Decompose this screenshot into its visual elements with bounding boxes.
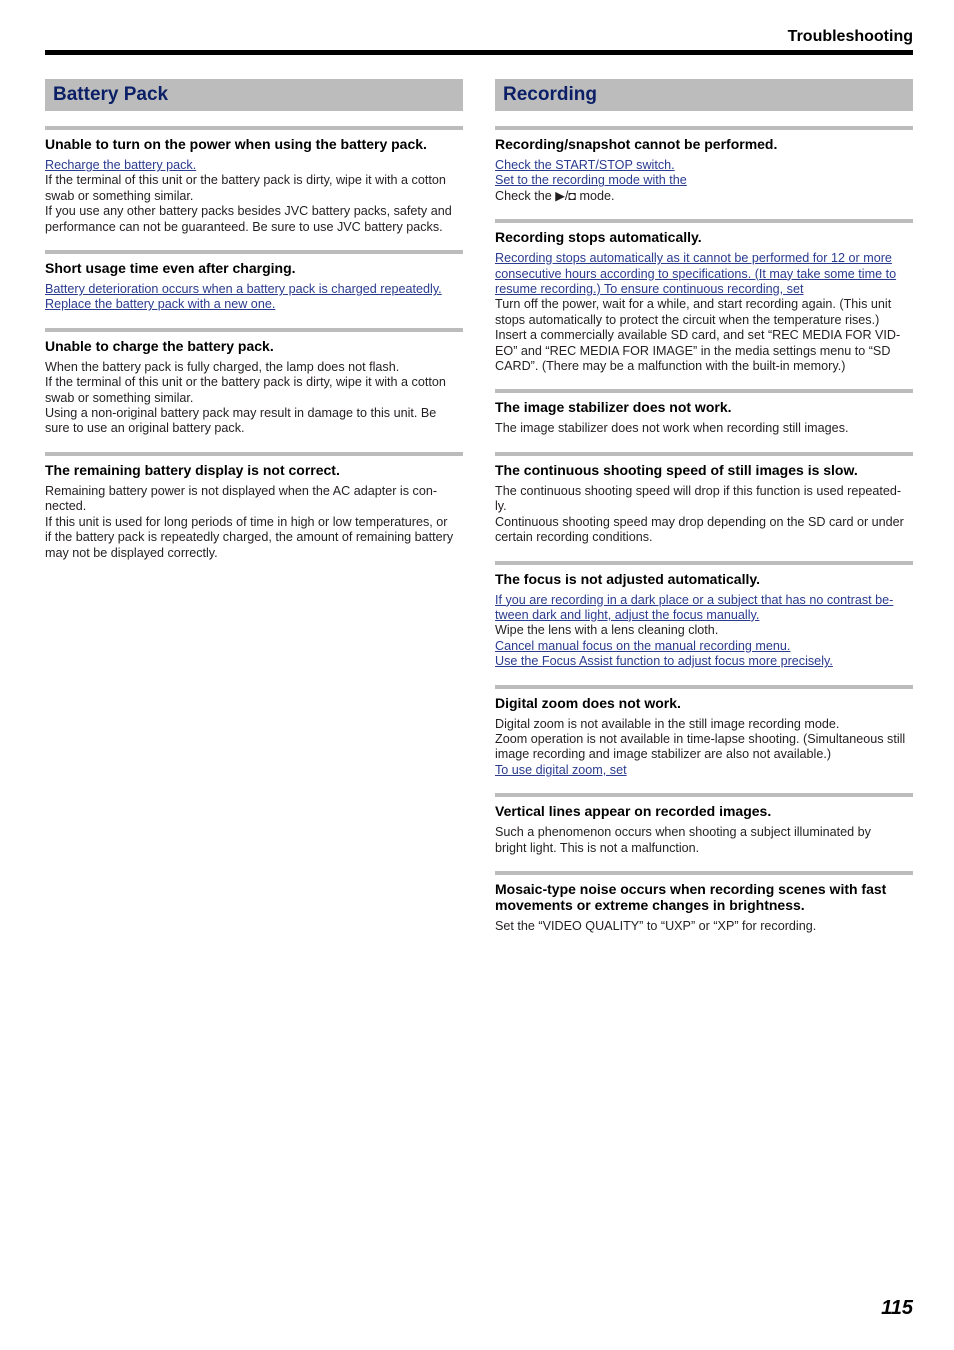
topic — [495, 126, 913, 204]
topic — [495, 452, 913, 546]
body-text-line: CARD”. (There may be a malfunction with the built-in memory.) — [495, 359, 846, 374]
body-text-line: image recording and image stabilizer are also not available.) — [495, 747, 832, 762]
body-text-line: Wipe the lens with a lens cleaning cloth. — [495, 623, 719, 638]
topic-title: Short usage time even after charging. — [45, 260, 296, 277]
reference-link[interactable]: Check the START/STOP switch. — [495, 158, 675, 172]
reference-link[interactable]: consecutive hours according to specifications. (It may take some time to — [495, 266, 897, 281]
reference-link[interactable]: tween dark and light, adjust the focus manually. — [495, 607, 760, 622]
recording-column — [495, 79, 913, 934]
reference-link[interactable]: Use the Focus Assist function to adjust focus more precisely. — [495, 654, 833, 669]
topic — [495, 685, 913, 779]
body-text-line: Turn off the power, wait for a while, and start recording again. (This unit — [495, 297, 892, 312]
body-text-line: The continuous shooting speed will drop if this function is used repeated- — [495, 483, 902, 498]
topic-title: Recording stops automatically. — [495, 229, 702, 246]
body-text-line: Continuous shooting speed may drop depending on the SD card or under — [495, 514, 904, 529]
body-text-line: certain recording conditions. — [495, 530, 653, 545]
body-text-line: Remaining battery power is not displayed when the AC adapter is con- — [45, 483, 438, 498]
reference-link[interactable]: Cancel manual focus on the manual recording menu. — [495, 638, 791, 653]
body-text-line: may not be displayed correctly. — [45, 545, 218, 560]
body-text-line: The image stabilizer does not work when recording still images. — [495, 421, 849, 436]
topic-title: Recording/snapshot cannot be performed. — [495, 136, 778, 152]
body-text-line: nected. — [45, 499, 87, 514]
topic — [45, 452, 463, 561]
topic — [495, 219, 913, 374]
topic-title: Unable to charge the battery pack. — [45, 337, 274, 354]
topic-title: The image stabilizer does not work. — [495, 399, 732, 416]
reference-link[interactable]: resume recording.) To ensure continuous recording, set — [495, 282, 804, 297]
body-text-line: If you use any other battery packs besides JVC battery packs, safety and — [45, 204, 452, 219]
recording-topics — [495, 126, 913, 934]
header-rule — [45, 50, 913, 55]
body-text-line: swab or something similar. — [45, 188, 194, 203]
topic-title: Unable to turn on the power when using the battery pack. — [45, 136, 427, 152]
topic-title: Mosaic-type noise occurs when recording scenes with fast movements or extreme changes in brightness. — [495, 880, 887, 913]
topic-title: The remaining battery display is not correct. — [45, 461, 340, 478]
topic — [45, 126, 463, 235]
topic-title: The continuous shooting speed of still images is slow. — [495, 461, 858, 478]
body-text-line: If the terminal of this unit or the battery pack is dirty, wipe it with a cotton — [45, 375, 446, 390]
running-header-title: Troubleshooting — [787, 28, 913, 45]
body-text-line: Zoom operation is not available in time-lapse shooting. (Simultaneous still — [495, 731, 906, 746]
body-text-line: Set the “VIDEO QUALITY” to “UXP” or “XP” for recording. — [495, 918, 817, 933]
topic — [495, 871, 913, 934]
body-text-line: If the terminal of this unit or the battery pack is dirty, wipe it with a cotton — [45, 173, 446, 188]
body-text-line: swab or something similar. — [45, 390, 194, 405]
topic — [495, 793, 913, 856]
reference-link[interactable]: Replace the battery pack with a new one. — [45, 297, 276, 312]
reference-link[interactable]: Battery deterioration occurs when a battery pack is charged repeatedly. — [45, 282, 442, 297]
reference-link[interactable]: Set to the recording mode with the — [495, 173, 687, 188]
body-text-line: If this unit is used for long periods of time in high or low temperatures, or — [45, 514, 448, 529]
body-text-line: sure to use an original battery pack. — [45, 421, 245, 436]
reference-link[interactable]: Recording stops automatically as it cannot be performed for 12 or more — [495, 251, 892, 266]
topic-title: Vertical lines appear on recorded images. — [495, 803, 772, 820]
topic — [45, 328, 463, 437]
topic — [495, 561, 913, 670]
body-text-line: Check the ▶/◘ mode. — [495, 188, 615, 203]
body-text-line: Insert a commercially available SD card, and set “REC MEDIA FOR VID- — [495, 328, 901, 343]
page-number: 115 — [881, 1297, 913, 1319]
body-text-line: Using a non-original battery pack may result in damage to this unit. Be — [45, 406, 437, 421]
section-heading-battery-pack: Battery Pack — [45, 79, 463, 111]
body-text-line: When the battery pack is fully charged, the lamp does not flash. — [45, 359, 400, 374]
section-heading-recording: Recording — [495, 79, 913, 111]
reference-link[interactable]: Recharge the battery pack. — [45, 158, 197, 172]
body-text-line: EO” and “REC MEDIA FOR IMAGE” in the media settings menu to “SD — [495, 343, 891, 358]
topic — [45, 250, 463, 313]
reference-link[interactable]: To use digital zoom, set — [495, 762, 627, 777]
topic-title: The focus is not adjusted automatically. — [495, 570, 761, 587]
topic-title: Digital zoom does not work. — [495, 694, 681, 711]
topic — [495, 389, 913, 436]
body-text-line: bright light. This is not a malfunction. — [495, 840, 700, 855]
body-text-line: ly. — [495, 499, 507, 514]
body-text-line: Digital zoom is not available in the still image recording mode. — [495, 716, 840, 731]
reference-link[interactable]: If you are recording in a dark place or a subject that has no contrast be- — [495, 592, 894, 607]
body-text-line: Such a phenomenon occurs when shooting a subject illuminated by — [495, 825, 871, 840]
body-text-line: stops automatically to protect the circuit when the temperature rises.) — [495, 312, 880, 327]
battery-pack-topics — [45, 126, 463, 561]
body-text-line: performance can not be guaranteed. Be sure to use JVC battery packs. — [45, 219, 443, 234]
battery-pack-column — [45, 79, 463, 561]
body-text-line: if the battery pack is repeatedly charged, the amount of remaining battery — [45, 530, 454, 545]
